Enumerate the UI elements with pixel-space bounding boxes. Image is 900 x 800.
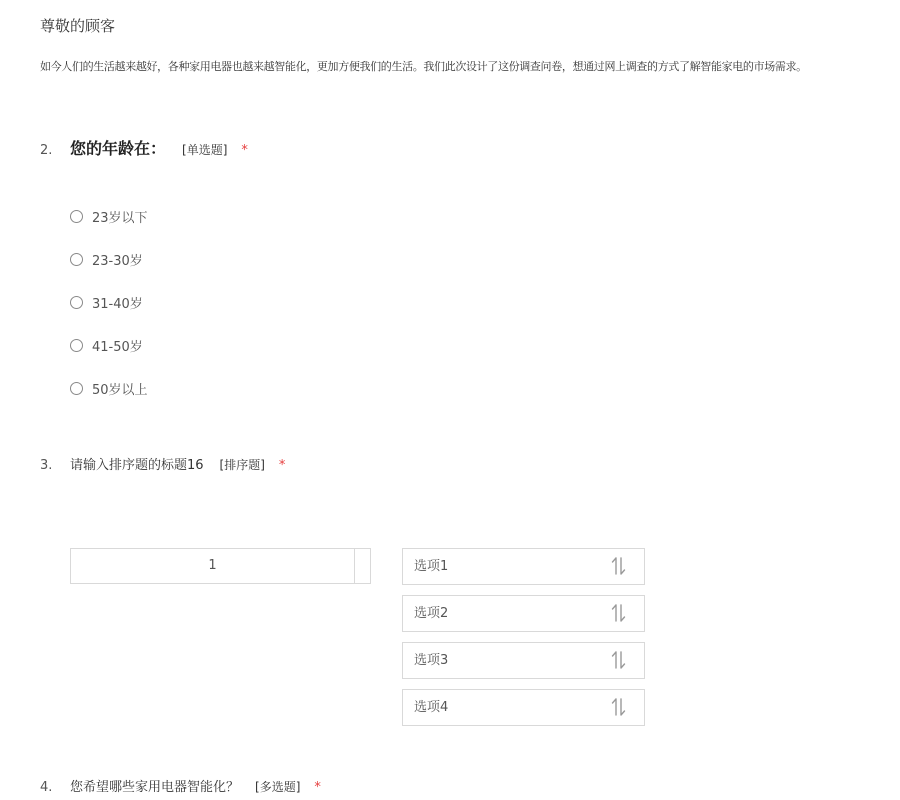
- age-option-3[interactable]: [70, 292, 143, 312]
- age-option-4[interactable]: [70, 335, 143, 355]
- required-marker: *: [278, 458, 286, 473]
- question-type-tag: [排序题]: [219, 458, 265, 472]
- survey-greeting: 尊敬的顾客: [40, 17, 116, 35]
- sort-arrows-icon[interactable]: [608, 697, 628, 717]
- required-marker: *: [314, 780, 321, 795]
- option-label: 50岁以上: [92, 382, 148, 398]
- question-3-header: [40, 454, 285, 473]
- question-number: 4.: [40, 780, 53, 795]
- ranking-item-4[interactable]: [402, 689, 645, 726]
- ranking-item-2[interactable]: [402, 595, 645, 632]
- sort-arrows-icon[interactable]: [608, 650, 628, 670]
- option-label: 23岁以下: [92, 210, 148, 226]
- survey-intro: 如今人们的生活越来越好，各种家用电器也越来越智能化，更加方便我们的生活。我们此次设计了这份调查问卷，想通过网上调查的方式了解智能家电的市场需求。: [40, 60, 807, 73]
- question-type-tag: [单选题]: [182, 143, 228, 157]
- question-number: 3.: [40, 458, 53, 473]
- age-option-5[interactable]: [70, 378, 148, 398]
- radio-button[interactable]: [70, 296, 83, 309]
- ranking-item-3[interactable]: [402, 642, 645, 679]
- question-title: 您希望哪些家用电器智能化？: [70, 780, 240, 795]
- sort-arrows-icon[interactable]: [608, 556, 628, 576]
- option-label: 23-30岁: [92, 253, 143, 269]
- question-type-tag: [多选题]: [255, 780, 301, 794]
- option-label: 41-50岁: [92, 339, 143, 355]
- radio-button[interactable]: [70, 382, 83, 395]
- required-marker: *: [241, 143, 248, 158]
- ranking-slot-number: 1: [71, 549, 355, 583]
- age-option-1[interactable]: [70, 206, 148, 226]
- radio-button[interactable]: [70, 210, 83, 223]
- radio-button[interactable]: [70, 253, 83, 266]
- ranking-item-label: 选项1: [414, 559, 449, 574]
- question-title: 您的年龄在：: [70, 139, 167, 158]
- question-2-header: [40, 136, 248, 159]
- radio-button[interactable]: [70, 339, 83, 352]
- ranking-item-label: 选项2: [414, 606, 449, 621]
- question-title: 请输入排序题的标题16: [70, 458, 204, 473]
- ranking-item-label: 选项3: [414, 653, 449, 668]
- age-option-2[interactable]: [70, 249, 143, 269]
- ranking-slot[interactable]: [70, 548, 371, 584]
- option-label: 31-40岁: [92, 296, 143, 312]
- question-number: 2.: [40, 143, 53, 158]
- ranking-item-1[interactable]: [402, 548, 645, 585]
- sort-arrows-icon[interactable]: [608, 603, 628, 623]
- question-4-header: [40, 776, 321, 795]
- ranking-item-label: 选项4: [414, 700, 449, 715]
